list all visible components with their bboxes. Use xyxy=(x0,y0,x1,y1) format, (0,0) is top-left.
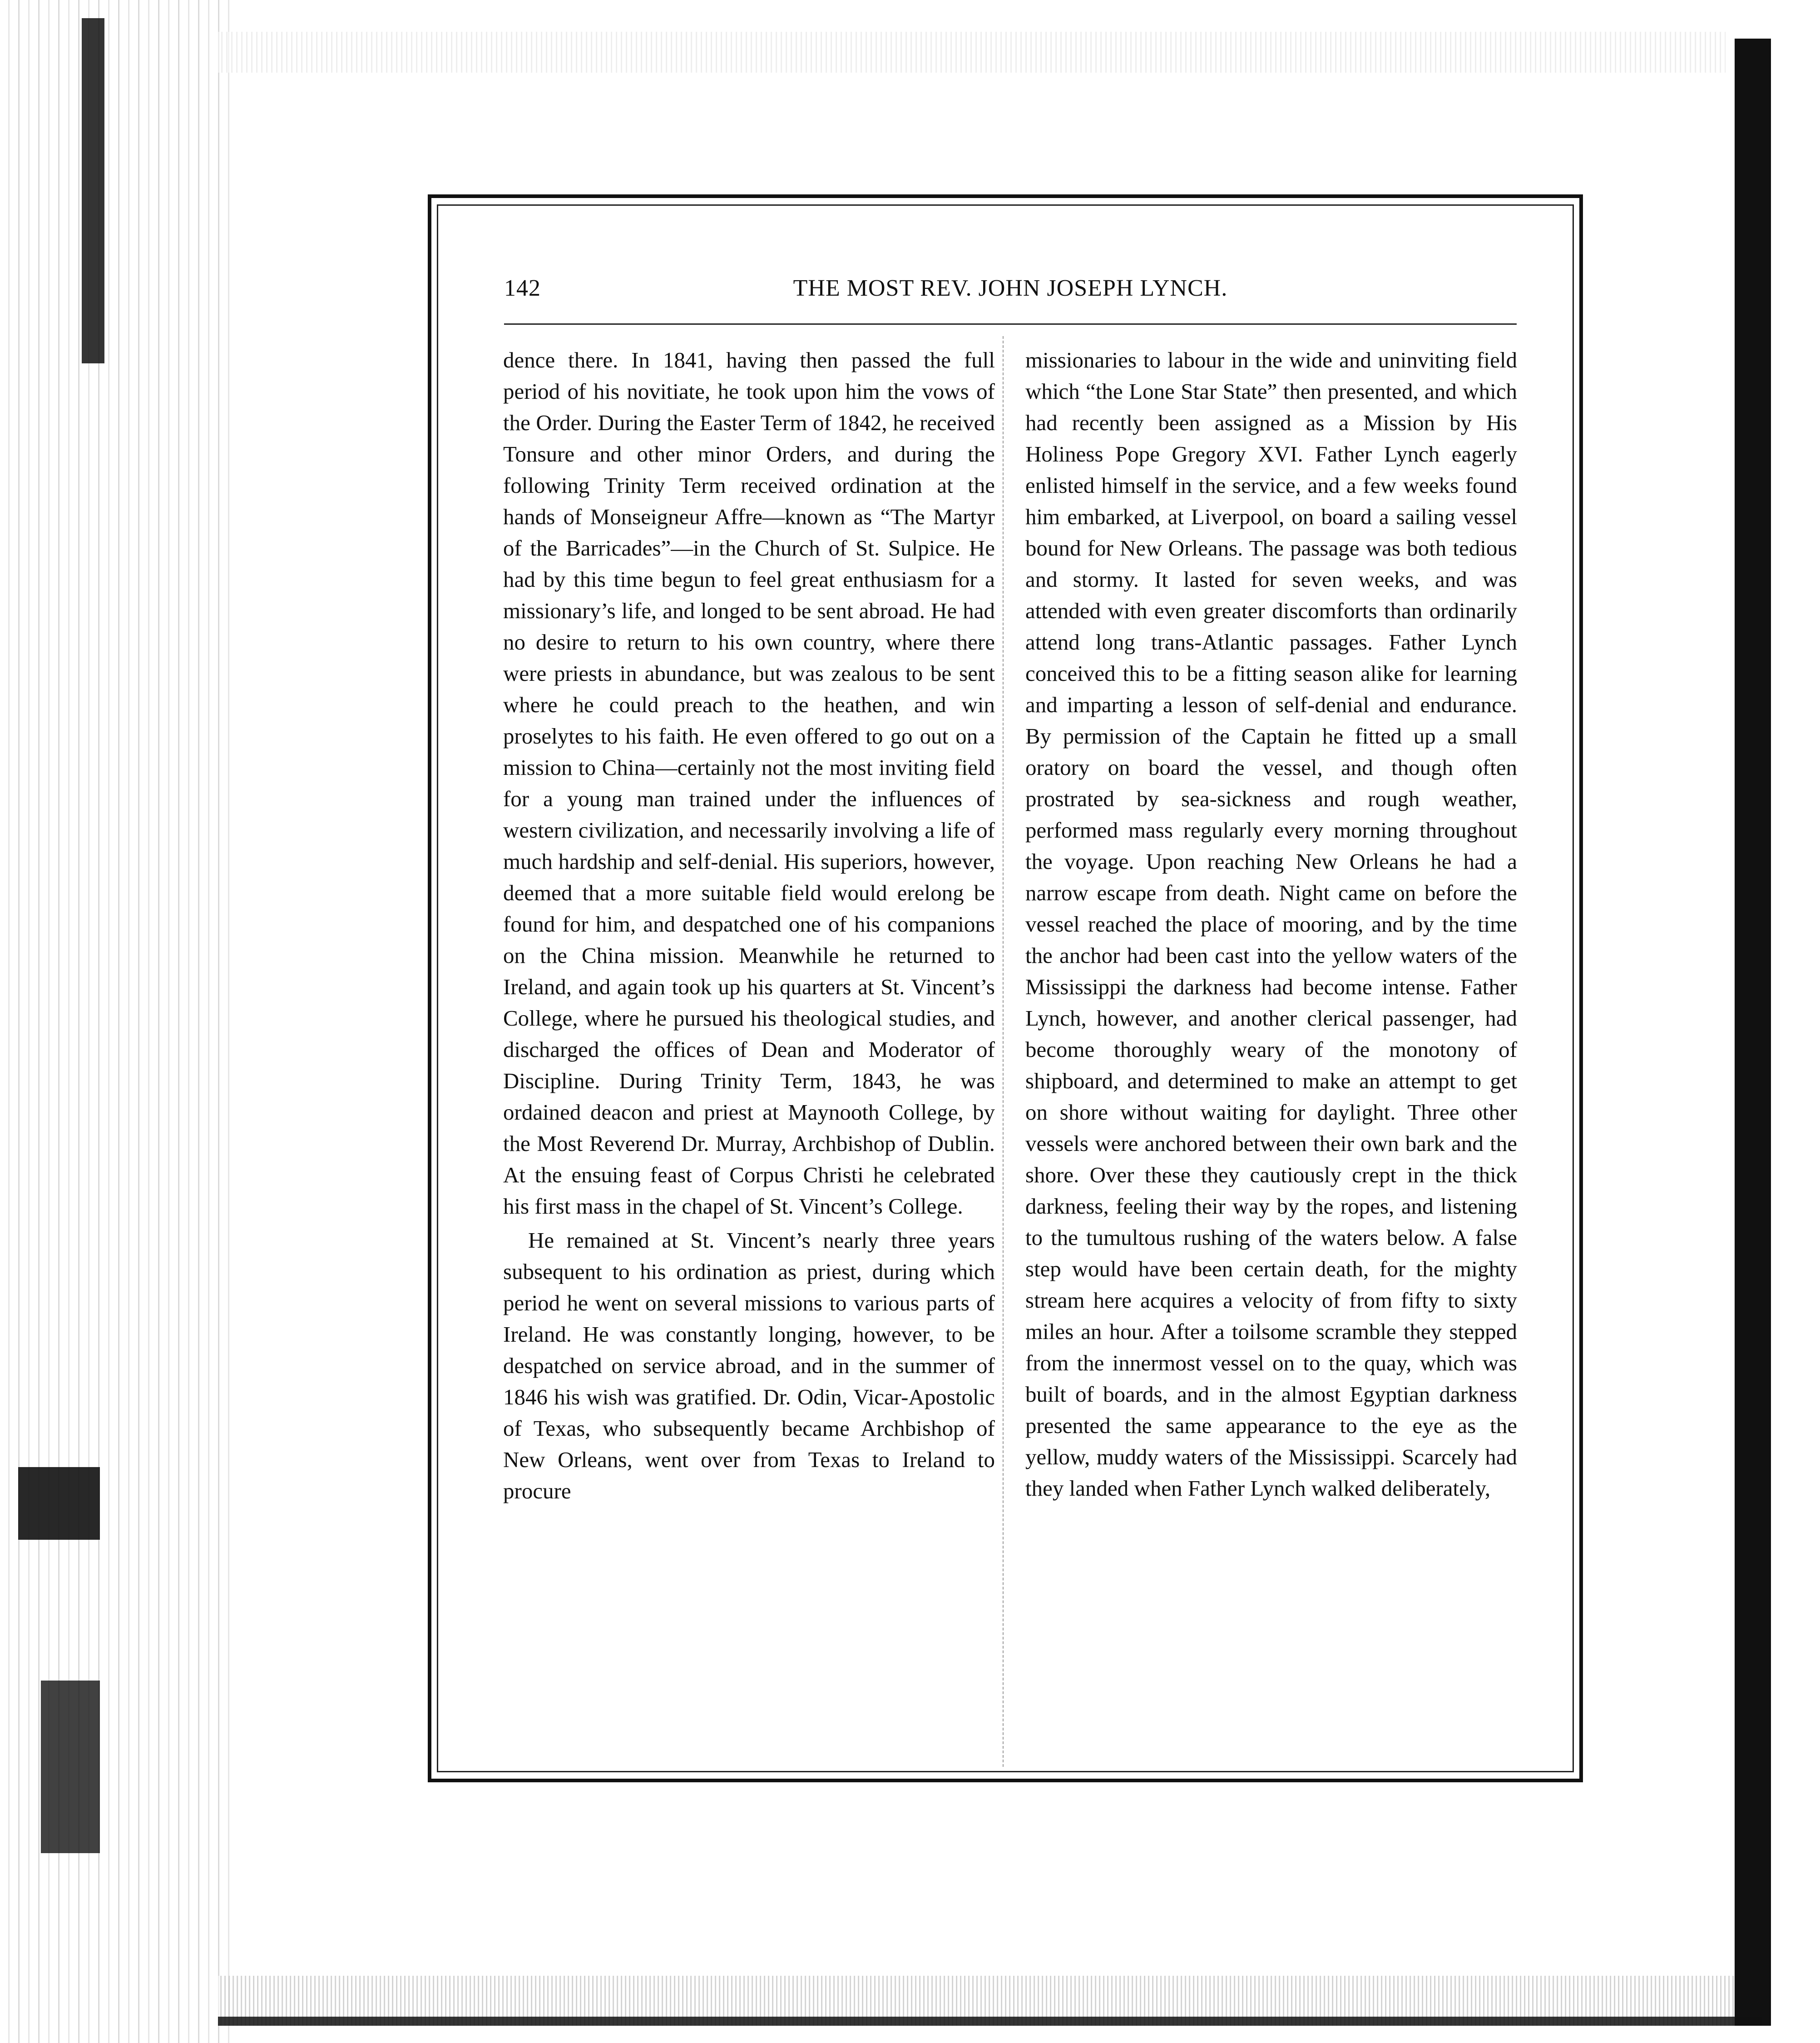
scan-bar-right xyxy=(1735,39,1771,2026)
scan-bar-bottom xyxy=(218,2017,1762,2026)
scan-bar-left-lower xyxy=(41,1681,100,1853)
right-column xyxy=(1025,344,1517,1504)
left-paragraph: He remained at St. Vincent’s nearly three years subsequent to his ordination as priest, during which period he went on several missions to various parts of Ireland. He was constantly longing, however, to be despatched on service abroad, and in the summer of 1846 his wish was gratified. Dr. Odin, Vicar-Apostolic of Texas, who subsequently became Archbishop of New Orleans, went over from Texas to Ireland to procure xyxy=(503,1228,995,1503)
scan-edge-top xyxy=(218,32,1726,73)
left-paragraph: dence there. In 1841, having then passed the full period of his novitiate, he took upon him the vows of the Order. During the Easter Term of 1842, he received Tonsure and other minor Orders, and during the following Trinity Term received ordination at the hands of Monseigneur Affre—known as “The Martyr of the Barricades”—in the Church of St. Sulpice. He had by this time begun to feel great enthusiasm for a missionary’s life, and longed to be sent abroad. He had no desire to return to his own country, where there were priests in abundance, but was zealous to be sent where he could preach to the heathen, and win proselytes to his faith. He even offered to go out on a mission to China—certainly not the most inviting field for a young man trained under the influences of western civilization, and necessarily involving a life of much hardship and self-denial. His superiors, however, deemed that a more suitable field would erelong be found for him, and despatched one of his companions on the China mission. Meanwhile he returned to Ireland, and again took up his quarters at St. Vincent’s College, where he pursued his theological studies, and discharged the offices of Dean and Moderator of Discipline. During Trinity Term, 1843, he was ordained deacon and priest at Maynooth College, by the Most Reverend Dr. Murray, Archbishop of Dublin. At the ensuing feast of Corpus Christi he celebrated his first mass in the chapel of St. Vincent’s College. xyxy=(503,347,995,1219)
running-head xyxy=(504,275,1517,311)
page-number: 142 xyxy=(504,275,541,301)
left-column xyxy=(503,344,995,1507)
scan-bar-left-mid xyxy=(18,1467,100,1540)
running-head-rule xyxy=(504,323,1517,325)
scan-bar-left-top xyxy=(82,18,104,363)
running-head-title: THE MOST REV. JOHN JOSEPH LYNCH. xyxy=(793,275,1228,301)
scan-edge-left xyxy=(0,0,236,2043)
column-divider xyxy=(1003,336,1004,1767)
right-paragraph: missionaries to labour in the wide and uninviting field which “the Lone Star State” then presented, and which had recently been assigned as a Mission by His Holiness Pope Gregory XVI. Father Lynch eagerly enlisted himself in the service, and a few weeks found him embarked, at Liverpool, on board a sailing vessel bound for New Orleans. The passage was both tedious and stormy. It lasted for seven weeks, and was attended with even greater discomforts than ordinarily attend long trans-Atlantic passages. Father Lynch conceived this to be a fitting season alike for learning and imparting a lesson of self-denial and endurance. By permission of the Captain he fitted up a small oratory on board the vessel, and though often prostrated by sea-sickness and rough weather, performed mass regularly every morning throughout the voyage. Upon reaching New Orleans he had a narrow escape from death. Night came on before the vessel reached the place of mooring, and by the time the anchor had been cast into the yellow waters of the Mississippi the darkness had become intense. Father Lynch, however, and another clerical passenger, had become thoroughly weary of the monotony of shipboard, and determined to make an attempt to get on shore without waiting for daylight. Three other vessels were anchored between their own bark and the shore. Over these they cautiously crept in the thick darkness, feeling their way by the ropes, and listening to the tumultous rushing of the waters below. A false step would have been certain death, for the mighty stream here acquires a velocity of from fifty to sixty miles an hour. After a toilsome scramble they stepped from the innermost vessel on to the quay, which was built of boards, and in the almost Egyptian darkness presented the same appearance to the eye as the yellow, muddy waters of the Mississippi. Scarcely had they landed when Father Lynch walked deliberately, xyxy=(1025,347,1517,1501)
